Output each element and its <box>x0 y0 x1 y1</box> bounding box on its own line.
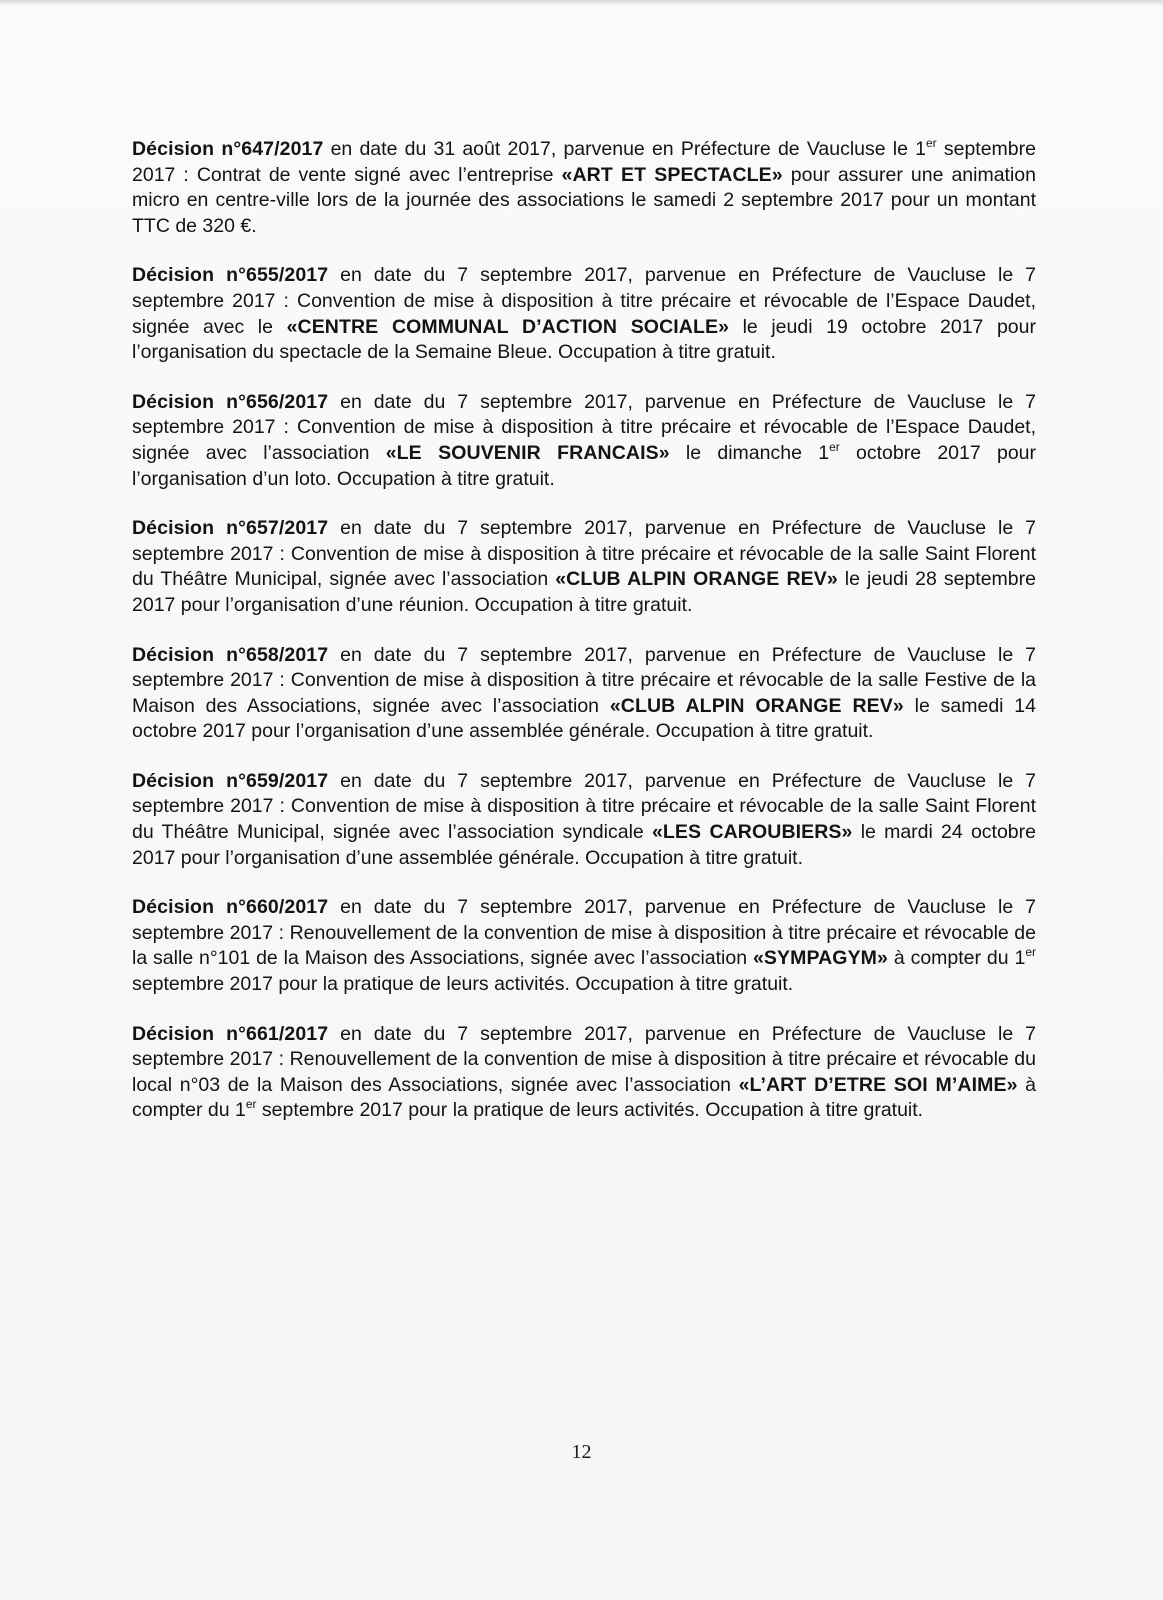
decisions-list <box>132 137 1036 1148</box>
decision-658: Décision n°658/2017 en date du 7 septembre 2017, parvenue en Préfecture de Vaucluse le 7 septembre 2017 : Convention de mise à disposition à titre précaire et révocable de la salle Festive de la Maison des Associations, signée avec l’association «CLUB ALPIN ORANGE REV» le samedi 14 octobre 2017 pour l’organisation d’une assemblée générale. Occupation à titre gratuit. <box>132 643 1037 743</box>
decision-number: Décision n°647/2017 <box>132 138 324 160</box>
organisation-name: «LES CAROUBIERS» <box>651 821 853 844</box>
organisation-name: «LE SOUVENIR FRANCAIS» <box>385 441 670 464</box>
decision-number: Décision n°658/2017 <box>132 643 329 666</box>
organisation-name: «ART ET SPECTACLE» <box>561 163 783 186</box>
decision-656: Décision n°656/2017 en date du 7 septembre 2017, parvenue en Préfecture de Vaucluse le 7 septembre 2017 : Convention de mise à disposition à titre précaire et révocable de l’Espace Daudet, signée avec l’association «LE SOUVENIR FRANCAIS» le dimanche 1er octobre 2017 pour l’organisation d’un loto. Occupation à titre gratuit. <box>132 390 1037 490</box>
decision-647: Décision n°647/2017 en date du 31 août 2017, parvenue en Préfecture de Vaucluse le 1er septembre 2017 : Contrat de vente signé avec l’entreprise «ART ET SPECTACLE» pour assurer une animation micro en centre-ville lors de la journée des associations le samedi 2 septembre 2017 pour un montant TTC de 320 €. <box>132 136 1036 237</box>
organisation-name: «SYMPAGYM» <box>752 947 888 970</box>
decision-657: Décision n°657/2017 en date du 7 septembre 2017, parvenue en Préfecture de Vaucluse le 7 septembre 2017 : Convention de mise à disposition à titre précaire et révocable de la salle Saint Florent du Théâtre Municipal, signée avec l’association «CLUB ALPIN ORANGE REV» le jeudi 28 septembre 2017 pour l’organisation d’une réunion. Occupation à titre gratuit. <box>132 517 1037 616</box>
decision-655: Décision n°655/2017 en date du 7 septembre 2017, parvenue en Préfecture de Vaucluse le 7 septembre 2017 : Convention de mise à disposition à titre précaire et révocable de l’Espace Daudet, signée avec le «CENTRE COMMUNAL D’ACTION SOCIALE» le jeudi 19 octobre 2017 pour l’organisation du spectacle de la Semaine Bleue. Occupation à titre gratuit. <box>132 264 1037 364</box>
decision-number: Décision n°661/2017 <box>132 1022 329 1045</box>
decision-number: Décision n°655/2017 <box>132 264 329 287</box>
organisation-name: «CENTRE COMMUNAL D’ACTION SOCIALE» <box>286 315 730 338</box>
decision-660: Décision n°660/2017 en date du 7 septembre 2017, parvenue en Préfecture de Vaucluse le 7 septembre 2017 : Renouvellement de la convention de mise à disposition à titre précaire et révocable de la salle n°101 de la Maison des Associations, signée avec l’association «SYMPAGYM» à compter du 1er septembre 2017 pour la pratique de leurs activités. Occupation à titre gratuit. <box>132 896 1037 996</box>
decision-661: Décision n°661/2017 en date du 7 septembre 2017, parvenue en Préfecture de Vaucluse le 7 septembre 2017 : Renouvellement de la convention de mise à disposition à titre précaire et révocable du local n°03 de la Maison des Associations, signée avec l’association «L’ART D’ETRE SOI M’AIME» à compter du 1er septembre 2017 pour la pratique de leurs activités. Occupation à titre gratuit. <box>132 1022 1037 1122</box>
page-number: 12 <box>571 1441 592 1463</box>
decision-number: Décision n°659/2017 <box>132 769 329 792</box>
organisation-name: «L’ART D’ETRE SOI M’AIME» <box>738 1073 1018 1096</box>
decision-number: Décision n°657/2017 <box>132 517 329 540</box>
decision-659: Décision n°659/2017 en date du 7 septembre 2017, parvenue en Préfecture de Vaucluse le 7 septembre 2017 : Convention de mise à disposition à titre précaire et révocable de la salle Saint Florent du Théâtre Municipal, signée avec l’association syndicale «LES CAROUBIERS» le mardi 24 octobre 2017 pour l’organisation d’une assemblée générale. Occupation à titre gratuit. <box>132 769 1037 869</box>
organisation-name: «CLUB ALPIN ORANGE REV» <box>609 694 904 717</box>
organisation-name: «CLUB ALPIN ORANGE REV» <box>555 568 838 591</box>
decision-number: Décision n°656/2017 <box>132 390 329 413</box>
scan-edge-shadow <box>0 0 1163 6</box>
decision-number: Décision n°660/2017 <box>132 896 329 919</box>
